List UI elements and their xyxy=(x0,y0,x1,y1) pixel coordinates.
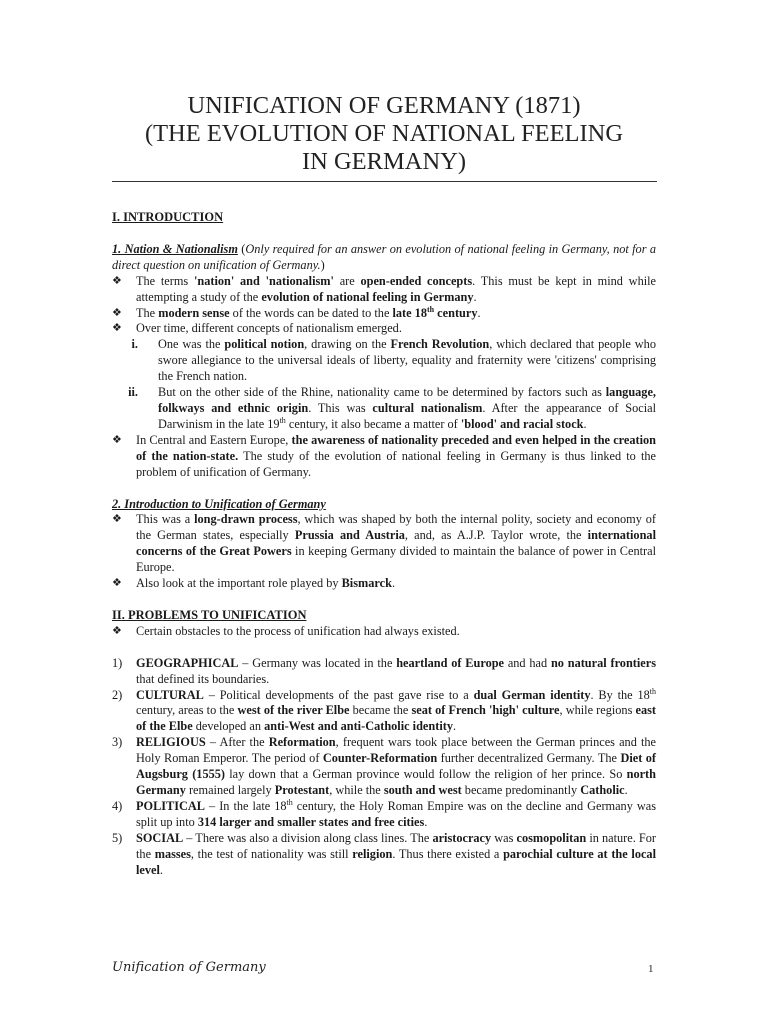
four-diamond-bullet-icon: ❖ xyxy=(112,433,122,446)
bullet-item: ❖ Over time, different concepts of nationalism emerged. xyxy=(112,321,402,336)
title-line: (THE EVOLUTION OF NATIONAL FEELING xyxy=(144,120,624,147)
numbered-item-social: 5) SOCIAL – There was also a division along class lines. The aristocracy was cosmopolitan in nature. For the masses, the test of nationality was still religion. Thus there existed a parochial culture at the local level. xyxy=(112,830,657,877)
numbered-item-political: 4) POLITICAL – In the late 18th century, the Holy Roman Empire was on the decline and Germany was split up into 314 larger and smaller states and free cities. xyxy=(112,797,656,829)
four-diamond-bullet-icon: ❖ xyxy=(112,513,122,526)
bullet-item: ❖ Certain obstacles to the process of unification had always existed. xyxy=(112,623,460,638)
numbered-item-religious: 3) RELIGIOUS – After the Reformation, frequent wars took place between the German princes and the Holy Roman Emperor. The period of Counter-Reformation further decentralized Germany. The Diet of Augsburg (1555) lay down that a German province would follow the religion of her prince. So north Germany remained largely Protestant, while the south and west became predominantly Catholic. xyxy=(112,735,657,797)
four-diamond-bullet-icon: ❖ xyxy=(112,322,122,335)
numbered-item-geographical: 1) GEOGRAPHICAL – Germany was located in the heartland of Europe and had no natural frontiers that defined its boundaries. xyxy=(112,655,656,686)
bullet-item: ❖ The modern sense of the words can be dated to the late 18th century. xyxy=(112,304,481,320)
footer-document-title: Unification of Germany xyxy=(112,960,266,975)
roman-list-item: ii. But on the other side of the Rhine, nationality came to be determined by factors such as language, folkways and ethnic origin. This was cultural nationalism. After the appearance of Social Darwinism in the late 19th century, it also became a matter of 'blood' and racial stock. xyxy=(128,385,656,431)
section-heading-problems: II. PROBLEMS TO UNIFICATION xyxy=(112,607,307,622)
bullet-item: ❖ Also look at the important role played by Bismarck. xyxy=(112,576,396,591)
section-heading-introduction: I. INTRODUCTION xyxy=(112,210,224,224)
bullet-item: ❖ The terms 'nation' and 'nationalism' are open-ended concepts. This must be kept in mind while attempting a study of the evolution of national feeling in Germany. xyxy=(112,273,657,304)
four-diamond-bullet-icon: ❖ xyxy=(112,577,122,590)
bullet-item: ❖ This was a long-drawn process, which was shaped by both the internal polity, society and economy of the German states, especially Prussia and Austria, and, as A.J.P. Taylor wrote, the international concerns of the Great Powers in keeping Germany divided to maintain the balance of power in Central Europe. xyxy=(112,512,656,575)
title-divider xyxy=(112,181,657,182)
title-line: UNIFICATION OF GERMANY (1871) xyxy=(187,92,581,119)
four-diamond-bullet-icon: ❖ xyxy=(112,306,122,319)
bullet-item: ❖ In Central and Eastern Europe, the awareness of nationality preceded and even helped in the creation of the nation-state. The study of the evolution of national feeling in Germany is thus linked to the problem of unification of Germany. xyxy=(112,432,656,479)
roman-list-item: i. One was the political notion, drawing on the French Revolution, which declared that people who swore allegiance to the universal ideals of liberty, equality and fraternity were 'citizens' comprising the French nation. xyxy=(131,337,656,384)
title-line: IN GERMANY) xyxy=(302,148,466,175)
four-diamond-bullet-icon: ❖ xyxy=(112,274,122,287)
document-body xyxy=(112,210,656,878)
four-diamond-bullet-icon: ❖ xyxy=(112,624,122,637)
numbered-item-cultural: 2) CULTURAL – Political developments of the past gave rise to a dual German identity. By the 18th century, areas to the west of the river Elbe became the seat of French 'high' culture, while regions east of the Elbe developed an anti-West and anti-Catholic identity. xyxy=(112,686,656,734)
subsection-heading-nation-nationalism: 1. Nation & Nationalism (Only required for an answer on evolution of national feeling in Germany, not for a direct question on unification of Germany.) xyxy=(112,241,657,272)
document-title xyxy=(112,92,656,176)
subsection-note: Only required for an answer on evolution of national feeling in Germany, not for a direct question on unification of Germany. xyxy=(112,241,657,272)
page-number: 1 xyxy=(648,963,654,975)
subsection-heading-introduction-unification: 2. Introduction to Unification of Germany xyxy=(112,496,326,511)
